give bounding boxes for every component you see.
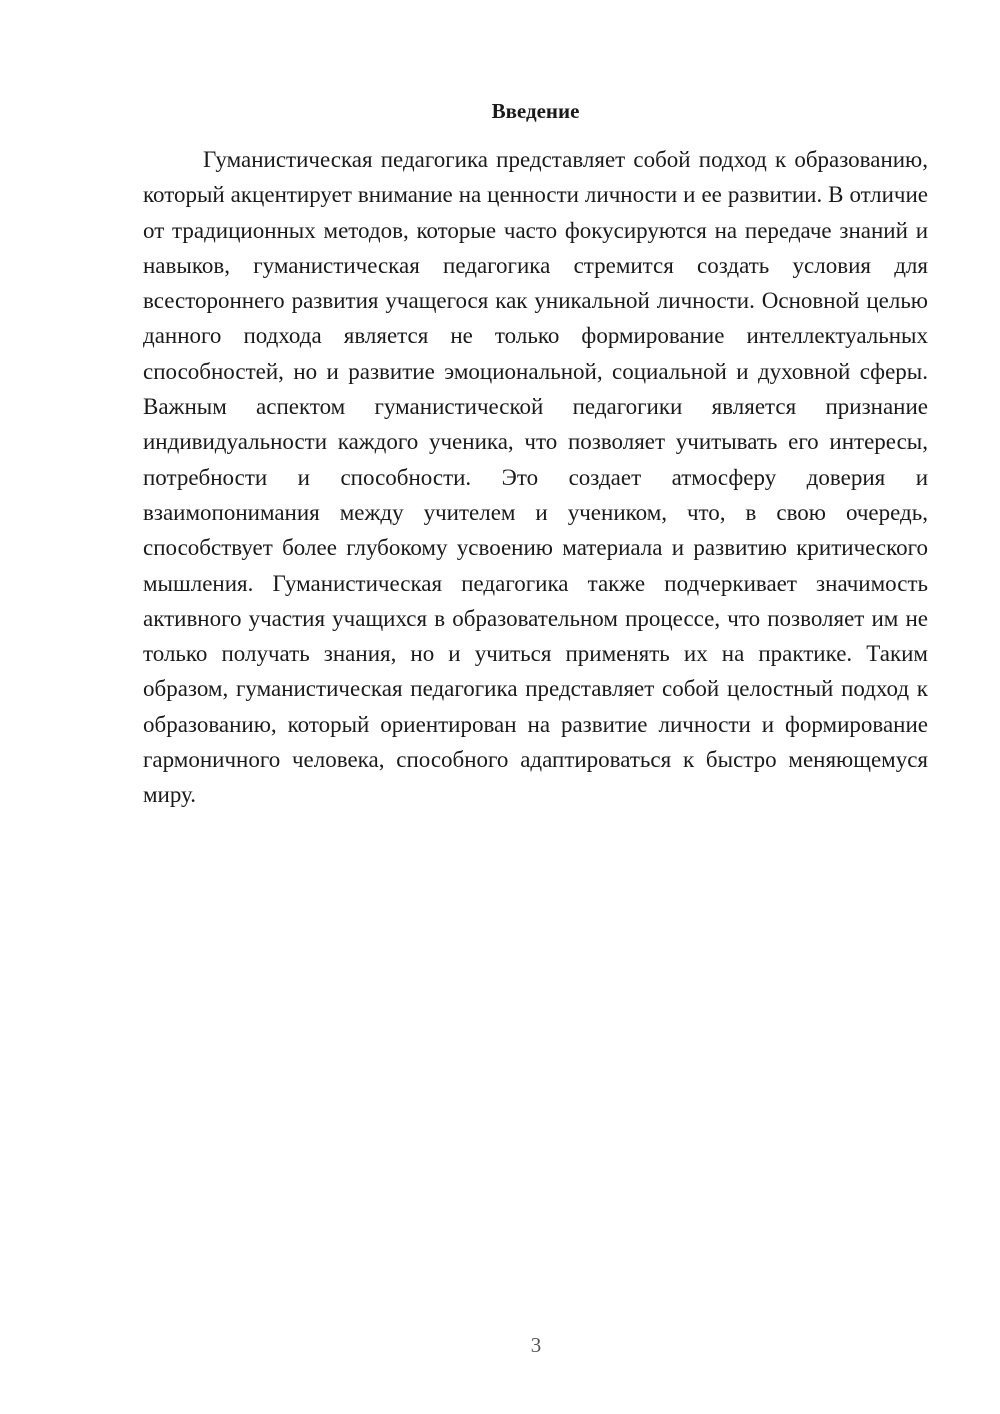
section-heading: Введение	[491, 99, 580, 123]
page-number: 3	[530, 1333, 542, 1357]
body-paragraph: Гуманистическая педагогика представляет собой подход к образованию, который акцентирует внимание на ценности личности и ее развитии. В отличие от традиционных методов, которые часто фокусируются на передаче знаний и навыков, гуманистическая педагогика стремится создать условия для всестороннего развития учащегося как уникальной личности. Основной целью данного подхода является не только формирование интеллектуальных способностей, но и развитие эмоциональной, социальной и духовной сферы. Важным аспектом гуманистической педагогики является признание индивидуальности каждого ученика, что позволяет учитывать его интересы, потребности и способности. Это создает атмосферу доверия и взаимопонимания между учителем и учеником, что, в свою очередь, способствует более глубокому усвоению материала и развитию критического мышления. Гуманистическая педагогика также подчеркивает значимость активного участия учащихся в образовательном процессе, что позволяет им не только получать знания, но и учиться применять их на практике. Таким образом, гуманистическая педагогика представляет собой целостный подход к образованию, который ориентирован на развитие личности и формирование гармоничного человека, способного адаптироваться к быстро меняющемуся миру.	[143, 147, 928, 808]
